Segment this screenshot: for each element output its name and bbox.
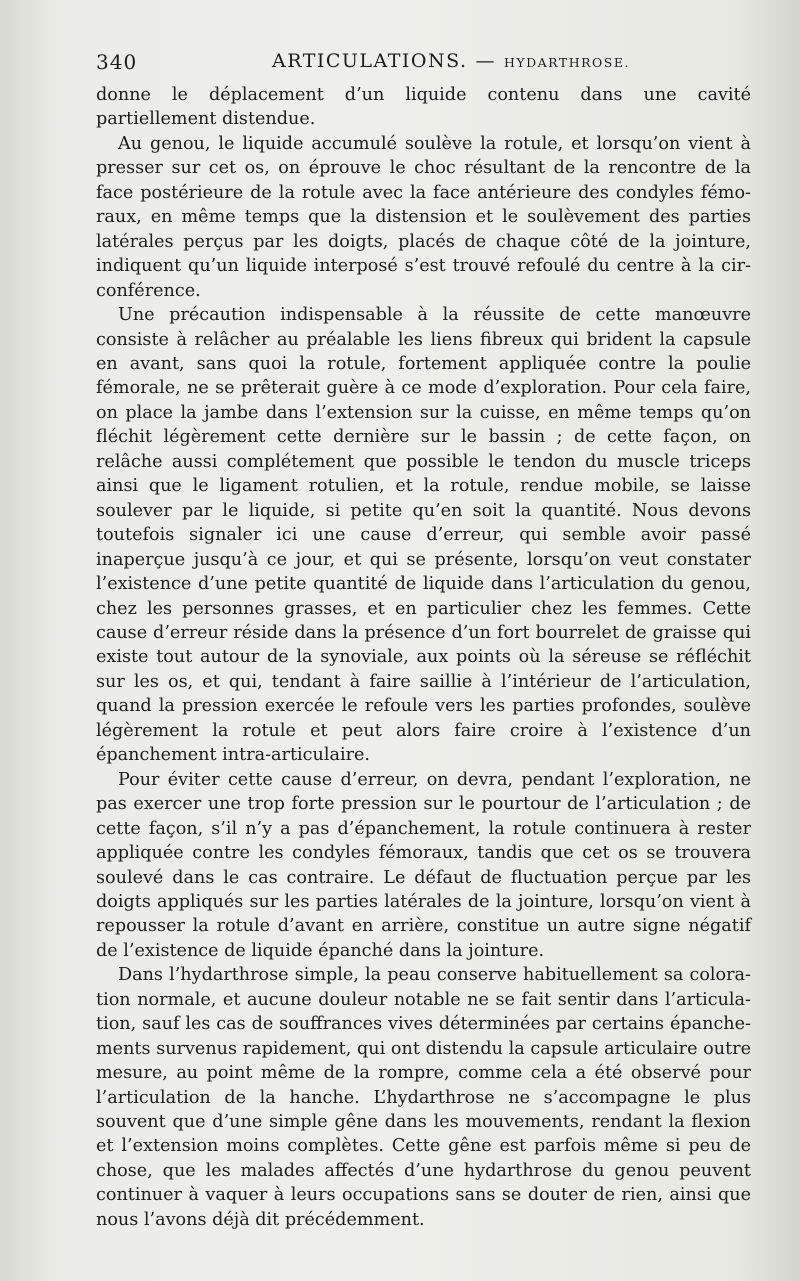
section-subtitle: HYDARTHROSE.	[503, 55, 630, 70]
body-text	[96, 83, 751, 1232]
running-header	[96, 50, 748, 76]
paragraph-knee-ballottement: Au genou, le liquide accumulé soulève la rotule, et lorsqu’on vient à presser sur cet os, on éprouve le choc résultant de la rencontre de la face postérieure de la rotule avec la face antérieure des condyles fémoraux, en même temps que la distension et le soulèvement des parties latérales perçus par les doigts, placés de chaque côté de la jointure, indiquent qu’un liquide interposé s’est trouvé refoulé du centre à la circonférence.	[96, 133, 751, 301]
section-title: ARTICULATIONS.	[272, 50, 468, 72]
running-title	[272, 50, 630, 72]
paragraph-continuation: donne le déplacement d’un liquide contenu dans une cavité partiellement distendue.	[96, 85, 751, 130]
page-number: 340	[96, 50, 138, 74]
paragraph-avoid-error: Pour éviter cette cause d’erreur, on devra, pendant l’exploration, ne pas exercer une trop forte pression sur le pourtour de l’articulation ; de cette façon, s’il n’y a pas d’épanchement, la rotule continuera à rester appliquée contre les condyles fémoraux, tandis que cet os se trouvera soulevé dans le cas contraire. Le défaut de fluctuation perçue par les doigts appliqués sur les parties latérales de la jointure, lorsqu’on vient à repousser la rotule d’avant en arrière, constitue un autre signe négatif de l’existence de liquide épanché dans la jointure.	[96, 769, 751, 961]
paragraph-simple-hydarthrosis: Dans l’hydarthrose simple, la peau conserve habituellement sa coloration normale, et aucune douleur notable ne se fait sentir dans l’articulation, sauf les cas de souffrances vives déterminées par certains épanchements survenus rapidement, qui ont distendu la capsule articulaire outre mesure, au point même de la rompre, comme cela a été observé pour l’articulation de la hanche. L’hydarthrose ne s’accompagne le plus souvent que d’une simple gêne dans les mouvements, rendant la flexion et l’extension moins complètes. Cette gêne est parfois même si peu de chose, que les malades affectés d’une hydarthrose du genou peuvent continuer à vaquer à leurs occupations sans se douter de rien, ainsi que nous l’avons déjà dit précédemment.	[96, 965, 751, 1230]
title-separator: —	[475, 50, 496, 72]
paragraph-precaution: Une précaution indispensable à la réussite de cette manœuvre consiste à relâcher au préalable les liens fibreux qui brident la capsule en avant, sans quoi la rotule, fortement appliquée contre la poulie fémorale, ne se prêterait guère à ce mode d’exploration. Pour cela faire, on place la jambe dans l’extension sur la cuisse, en même temps qu’on fléchit légèrement cette dernière sur le bassin ; de cette façon, on relâche aussi complétement que possible le tendon du muscle triceps ainsi que le ligament rotulien, et la rotule, rendue mobile, se laisse soulever par le liquide, si petite qu’en soit la quantité. Nous devons toutefois signaler ici une cause d’erreur, qui semble avoir passé inaperçue jusqu’à ce jour, et qui se présente, lorsqu’on veut constater l’existence d’une petite quantité de liquide dans l’articulation du genou, chez les personnes grasses, et en particulier chez les femmes. Cette cause d’erreur réside dans la présence d’un fort bourrelet de graisse qui existe tout autour de la synoviale, aux points où la séreuse se réfléchit sur les os, et qui, tendant à faire saillie à l’intérieur de l’articulation, quand la pression exercée le refoule vers les parties profondes, soulève légèrement la rotule et peut alors faire croire à l’existence d’un épanchement intra-articulaire.	[96, 305, 751, 766]
